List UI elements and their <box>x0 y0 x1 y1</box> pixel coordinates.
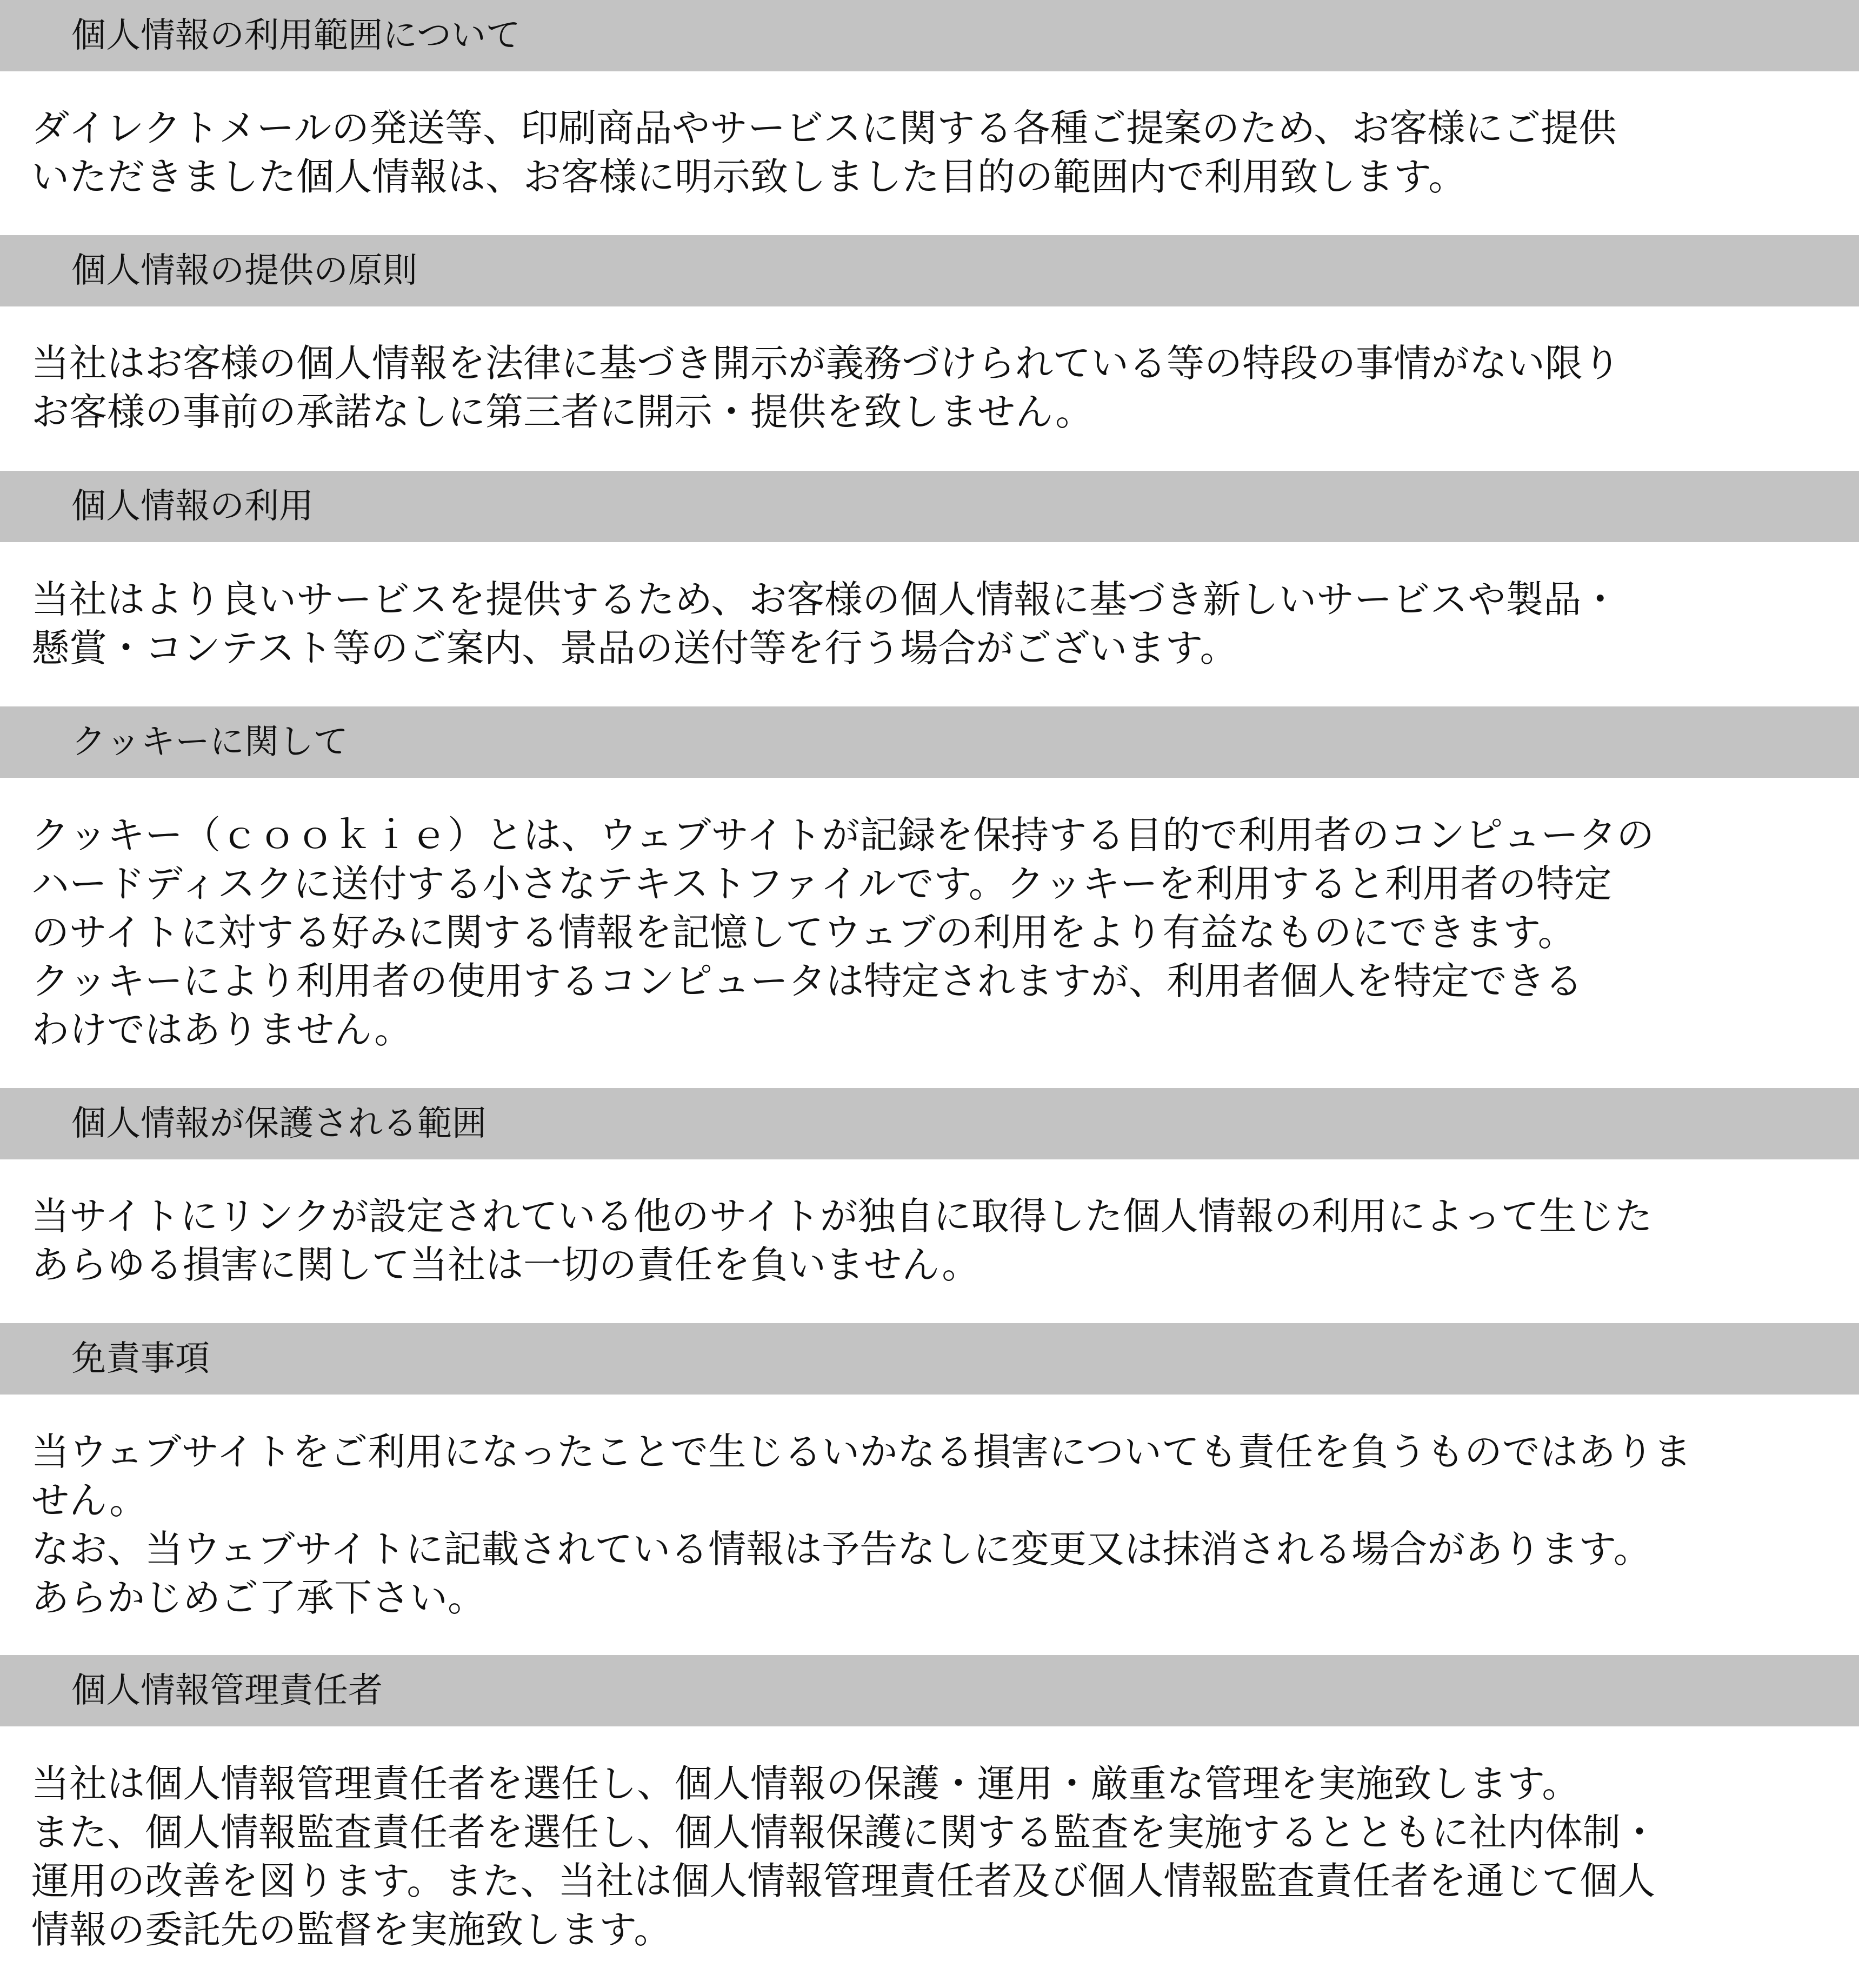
section-heading-disclaimer: 免責事項 <box>0 1323 1859 1395</box>
section-body-cookies <box>31 811 1831 1054</box>
section-body-usage <box>31 575 1831 672</box>
text-line: お客様の事前の承諾なしに第三者に開示・提供を致しません。 <box>31 390 1094 434</box>
text-line: せん。 <box>31 1478 148 1523</box>
text-line: 懸賞・コンテスト等のご案内、景品の送付等を行う場合がございます。 <box>31 626 1238 670</box>
text-line: いただきました個人情報は、お客様に明示致しました目的の範囲内で利用致します。 <box>31 155 1467 199</box>
text-line: ダイレクトメールの発送等、印刷商品やサービスに関する各種ご提案のため、お客様にご提供 <box>31 106 1617 150</box>
section-heading-usage-scope: 個人情報の利用範囲について <box>0 0 1859 71</box>
section-body-protection-scope <box>31 1192 1831 1289</box>
text-line: ハードディスクに送付する小さなテキストファイルです。クッキーを利用すると利用者の特定 <box>31 862 1612 906</box>
section-heading-cookies: クッキーに関して <box>0 706 1859 778</box>
text-line: わけではありません。 <box>31 1008 412 1052</box>
text-line: のサイトに対する好みに関する情報を記憶してウェブの利用をより有益なものにできます。 <box>31 910 1576 955</box>
text-line: また、個人情報監査責任者を選任し、個人情報保護に関する監査を実施するとともに社内体制・ <box>31 1810 1658 1854</box>
text-line: あらゆる損害に関して当社は一切の責任を負いません。 <box>31 1243 980 1287</box>
text-line: 当社は個人情報管理責任者を選任し、個人情報の保護・運用・厳重な管理を実施致します。 <box>31 1762 1580 1806</box>
text-line: 当ウェブサイトをご利用になったことで生じるいかなる損害についても責任を負うものではありま <box>31 1430 1691 1474</box>
text-line: クッキー（ｃｏｏｋｉｅ）とは、ウェブサイトが記録を保持する目的で利用者のコンピュータの <box>31 813 1655 857</box>
text-line: なお、当ウェブサイトに記載されている情報は予告なしに変更又は抹消される場合があります。 <box>31 1527 1651 1571</box>
section-body-provision-principle <box>31 339 1831 436</box>
text-line: あらかじめご了承下さい。 <box>31 1576 485 1620</box>
section-heading-protection-scope: 個人情報が保護される範囲 <box>0 1088 1859 1159</box>
text-line: 当サイトにリンクが設定されている他のサイトが独自に取得した個人情報の利用によって生じた <box>31 1194 1653 1238</box>
text-line: 当社はお客様の個人情報を法律に基づき開示が義務づけられている等の特段の事情がない限り <box>31 341 1621 385</box>
section-body-privacy-officer <box>31 1759 1831 1954</box>
section-heading-usage: 個人情報の利用 <box>0 471 1859 542</box>
section-heading-privacy-officer: 個人情報管理責任者 <box>0 1655 1859 1726</box>
section-body-disclaimer <box>31 1427 1831 1622</box>
text-line: 当社はより良いサービスを提供するため、お客様の個人情報に基づき新しいサービスや製品・ <box>31 577 1620 622</box>
text-line: クッキーにより利用者の使用するコンピュータは特定されますが、利用者個人を特定できる <box>31 959 1583 1003</box>
section-body-usage-scope <box>31 104 1831 201</box>
text-line: 運用の改善を図ります。また、当社は個人情報管理責任者及び個人情報監査責任者を通じて個人 <box>31 1859 1656 1903</box>
section-heading-provision-principle: 個人情報の提供の原則 <box>0 235 1859 306</box>
text-line: 情報の委託先の監督を実施致します。 <box>31 1907 672 1952</box>
